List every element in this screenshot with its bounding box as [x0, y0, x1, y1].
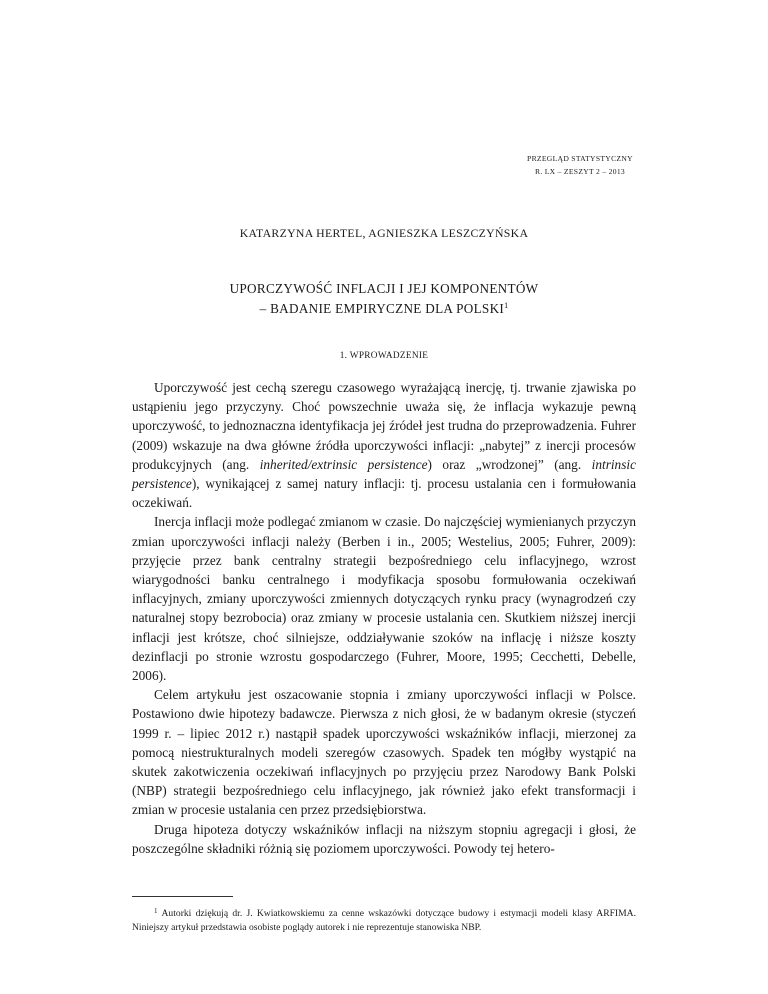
paragraph-1 [132, 378, 636, 512]
article-title [0, 280, 768, 317]
journal-header [430, 152, 730, 178]
footnote [132, 904, 636, 935]
paragraph-1-text-b: ) oraz „wrodzonej” (ang. [427, 456, 592, 472]
paragraph-1-text-a: Uporczywość jest cechą szeregu czasowego wyrażającą inercję, tj. trwanie zjawiska po ustąpieniu jego przyczyny. Choć powszechnie uważa się, że inflacja wykazuje pewną uporczywość, to jednoznaczna identyfikacja jej źródeł jest trudna do przeprowadzenia. Fuhrer (2009) wskazuje na dwa główne źródła uporczywości inflacji: „nabytej” z inercji procesów produkcyjnych (ang. [132, 380, 636, 472]
journal-volume: R. LX – ZESZYT 2 – 2013 [534, 167, 626, 176]
article-body [132, 378, 636, 858]
article-authors: KATARZYNA HERTEL, AGNIESZKA LESZCZYŃSKA [239, 226, 529, 240]
paragraph-1-term-2: intrinsic persistence [132, 456, 636, 492]
title-footnote-ref[interactable]: 1 [504, 301, 509, 310]
section-heading: 1. WPROWADZENIE [339, 351, 429, 361]
footnote-text: Autorki dziękują dr. J. Kwiatkowskiemu za cenne wskazówki dotyczące budowy i estymacji modeli klasy ARFIMA. Niniejszy artykuł przedstawia osobiste poglądy autorek i nie reprezentuje stanowiska NBP. [132, 908, 636, 933]
title-line-2 [0, 297, 768, 317]
footnote-number: 1 [154, 907, 158, 915]
journal-name: PRZEGLĄD STATYSTYCZNY [527, 154, 633, 163]
paragraph-1-term-1: inherited/extrinsic persistence [259, 456, 428, 472]
paragraph-4: Druga hipoteza dotyczy wskaźników inflacji na niższym stopniu agregacji i głosi, że poszczególne składniki różnią się poziomem uporczywości. Powody tej hetero- [132, 821, 636, 856]
paragraph-1-text-c: ), wynikającej z samej natury inflacji: tj. procesu ustalania cen i formułowania oczekiwań. [132, 476, 636, 511]
paragraph-3: Celem artykułu jest oszacowanie stopnia i zmiany uporczywości inflacji w Polsce. Postawiono dwie hipotezy badawcze. Pierwsza z nich głosi, że w badanym okresie (styczeń 1999 r. – lipiec 2012 r.) nastąpił spadek uporczywości wskaźników inflacji, mierzonej za pomocą niestrukturalnych modeli szeregów czasowych. Spadek ten mógłby wystąpić na skutek zakotwiczenia oczekiwań inflacyjnych po przyjęciu przez Narodowy Bank Polski (NBP) strategii bezpośredniego celu inflacyjnego, jak również jako efekt transformacji i zmian w procesie ustalania cen przez przedsiębiorstwa. [132, 687, 636, 818]
footnote-separator [132, 896, 233, 897]
paragraph-2: Inercja inflacji może podlegać zmianom w czasie. Do najczęściej wymienianych przyczyn zmian uporczywości inflacji należy (Berben i in., 2005; Westelius, 2005; Fuhrer, 2009): przyjęcie przez bank centralny strategii bezpośredniego celu inflacyjnego, wzrost wiarygodności banku centralnego i modyfikacja sposobu formułowania oczekiwań inflacyjnych, zmiany uporczywości zmiennych dotyczących rynku pracy (wynagrodzeń czy naturalnej stopy bezrobocia) oraz zmiany w procesie ustalania cen. Skutkiem niższej inercji inflacji jest krótsze, choć silniejsze, oddziaływanie szoków na inflację i niższe koszty dezinflacji po stronie wzrostu gospodarczego (Fuhrer, Moore, 1995; Cecchetti, Debelle, 2006). [132, 514, 636, 684]
title-line-2-text: – BADANIE EMPIRYCZNE DLA POLSKI [259, 301, 505, 316]
title-line-1: UPORCZYWOŚĆ INFLACJI I JEJ KOMPONENTÓW [229, 281, 539, 296]
